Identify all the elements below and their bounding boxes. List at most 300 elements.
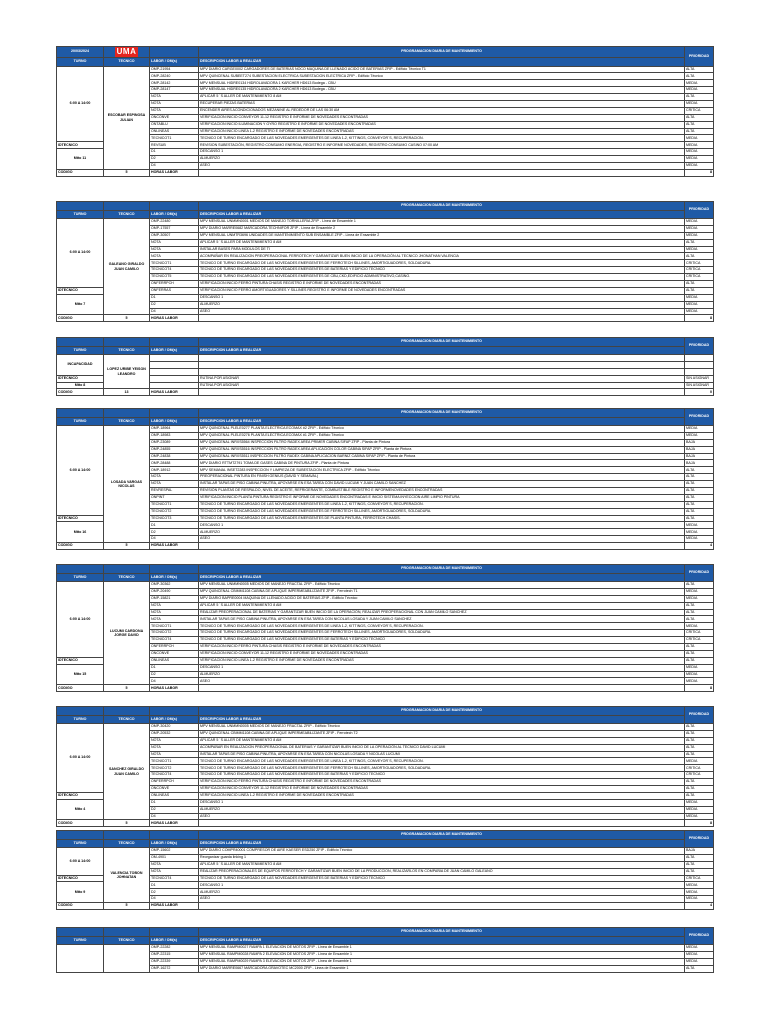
labor-description: REALIZAR PREOPERACIONAL DE BATERIAS Y GARANTIZAR BUEN INICIO DE LA OPERACIÓN, REALIZAR PREOPERACIONAL CON JUAN CAMILO SANCHEZ	[199, 609, 685, 616]
codigo-label: CODIGO	[57, 820, 104, 827]
codigo-value: 5	[104, 685, 150, 692]
labor-code: OMP-28240	[150, 73, 199, 80]
priority-cell: MEDIA	[685, 162, 714, 169]
turno-header: TURNO	[57, 210, 104, 219]
labor-description	[199, 355, 685, 362]
turno-header: TURNO	[57, 839, 104, 848]
labor-code: NOTA	[150, 751, 199, 758]
prioridad-header: PRIORIDAD	[685, 202, 714, 219]
priority-cell	[685, 355, 714, 362]
programacion-title: PROGRAMACION DIARIA DE MANTENIMIENTO	[199, 831, 685, 840]
id-tecnico-cell: IDTECNICO	[57, 657, 104, 664]
priority-cell: MEDIA	[685, 813, 714, 820]
labor-code: NOTA	[150, 868, 199, 875]
table-row	[57, 494, 714, 501]
table-row	[57, 481, 714, 488]
labor-code: TECNICOT4	[150, 637, 199, 644]
priority-cell: ALTA	[685, 602, 714, 609]
table-row	[57, 107, 714, 114]
table-row	[57, 308, 714, 315]
labor-description: TECNICO DE TURNO ENCARGADO DE LAS NOVEDADES EMERGENTES DE LINEA 1-2, KITTINGS, CONVEYOR´S, RECUPERACION.	[199, 623, 685, 630]
horas-value: 8	[685, 820, 714, 827]
table-row	[57, 426, 714, 433]
labor-description: ASEO	[199, 678, 685, 685]
labor-description: MPV MENSUAL RAMPM0027 RAMPA 1 ELEVACION DE MOTOS ZFIP - Linea de Ensamble 1	[199, 945, 685, 952]
labor-description: INSTALAR BASES PARA MODULOS DE TI	[199, 246, 685, 253]
priority-cell: ALTA	[685, 474, 714, 481]
labor-code: ONTABLU	[150, 121, 199, 128]
table-row	[57, 253, 714, 260]
labor-description: MPV DIARIO MARRE0682 MARCADORA TECHNIFOR ZFIP - Línea de Ensamble 2	[199, 225, 685, 232]
priority-cell: ALTA	[685, 868, 714, 875]
descripcion-header: DESCRIPCION LABOR A REALIZAR	[199, 715, 685, 724]
table-row	[57, 239, 714, 246]
labor-code	[150, 355, 199, 362]
labor-description	[199, 361, 685, 368]
priority-cell: ALTA	[685, 73, 714, 80]
table-row	[57, 588, 714, 595]
labor-header: LABOR / OM(s)	[150, 417, 199, 426]
labor-description: MPV QUINCENAL INRXS5516 INSPECCION FILTRO RADEX AREA APLICACIÓN COLOR CABINA SIFAP ZFIP - Planta de Pintura	[199, 446, 685, 453]
id-tecnico-cell: IDTECNICO	[57, 792, 104, 799]
priority-cell: MEDIA	[685, 529, 714, 536]
tecnico-name: LOPEZ URIBE YEISON LEANDRO	[104, 355, 150, 389]
table-row	[57, 813, 714, 820]
priority-cell: MEDIA	[685, 623, 714, 630]
table-row	[57, 582, 714, 589]
table-row	[57, 737, 714, 744]
labor-code: NOTA	[150, 744, 199, 751]
priority-cell: ALTA	[685, 281, 714, 288]
labor-description: MPV MENSUAL RAMPM0028 RAMPA 2 ELEVACION DE MOTOS ZFIP - Línea de Ensamble 1	[199, 951, 685, 958]
priority-cell: ALTA	[685, 488, 714, 495]
labor-code: D1	[150, 294, 199, 301]
codigo-label: CODIGO	[57, 685, 104, 692]
priority-cell: MEDIA	[685, 100, 714, 107]
technician-schedule-block	[56, 830, 714, 910]
labor-description: ASEO	[199, 536, 685, 543]
tecnico-name: LOSADA VARGAS NICOLAS	[104, 426, 150, 543]
priority-cell: ALTA	[685, 582, 714, 589]
labor-code: D4	[150, 813, 199, 820]
header-spacer	[150, 565, 199, 574]
table-row	[57, 751, 714, 758]
table-row	[57, 848, 714, 855]
tecnico-name: VALENCIA TOBON JOHNATAN	[104, 848, 150, 903]
labor-description: MPV QUINCENAL CBIMM1108 CABINA DE APLIQUE IMPERMEABILIZANTE ZFIP - Ferrotech T1	[199, 588, 685, 595]
labor-description: MPV QUINCENAL PLELE0276 PLANTA ELECTRICA ECOMAX #1 ZFIP - Edificio Técnico	[199, 432, 685, 439]
table-row	[57, 799, 714, 806]
table-row	[57, 515, 714, 522]
priority-cell: MEDIA	[685, 142, 714, 149]
labor-code: ONFERRAS	[150, 287, 199, 294]
header-spacer	[57, 202, 104, 211]
technician-schedule-block	[56, 927, 714, 973]
header-spacer	[150, 338, 199, 347]
labor-code: ONCONVE	[150, 650, 199, 657]
labor-description: DESCANSO 1	[199, 522, 685, 529]
priority-cell: ALTA	[685, 128, 714, 135]
labor-description: TECNICO DE TURNO ENCARGADO DE LAS NOVEDADES EMERGENTES DE CBU,CKD,EDIFICIO ADMINISTRATIVO,CASINO.	[199, 274, 685, 281]
turno-cell: 6:00 A 14:00	[57, 66, 104, 142]
table-row	[57, 460, 714, 467]
report-date: 20/03/2024	[57, 47, 104, 58]
codigo-label: CODIGO	[57, 169, 104, 176]
labor-description: RUTINA POR ASIGNAR	[199, 382, 685, 389]
table-row	[57, 488, 714, 495]
labor-code: TECNICOT2	[150, 630, 199, 637]
labor-code: ONPINT	[150, 494, 199, 501]
priority-cell: ALTA	[685, 854, 714, 861]
priority-cell: ALTA	[685, 94, 714, 101]
priority-cell: CRITICA	[685, 630, 714, 637]
codigo-label: CODIGO	[57, 389, 104, 396]
programacion-title: PROGRAMACION DIARIA DE MANTENIMIENTO	[199, 707, 685, 716]
labor-code: OMP-18983	[150, 432, 199, 439]
header-spacer	[57, 831, 104, 840]
labor-description: VERIFICACION INICIO CONVEYOR 11-12 REGISTRO E INFORME DE NOVEDADES ENCONTRADAS	[199, 650, 685, 657]
codigo-value: 5	[104, 820, 150, 827]
horas-spacer	[199, 903, 685, 910]
labor-code: TECNICOT2	[150, 508, 199, 515]
labor-code: ONCONVE	[150, 786, 199, 793]
labor-description	[199, 368, 685, 375]
table-row	[57, 724, 714, 731]
table-row	[57, 896, 714, 903]
priority-cell: ALTA	[685, 730, 714, 737]
header-spacer	[57, 707, 104, 716]
table-row	[57, 630, 714, 637]
labor-code: D4	[150, 678, 199, 685]
table-row	[57, 368, 714, 375]
priority-cell: MEDIA	[685, 595, 714, 602]
labor-description: VERIFICACION INICIO FERRO PINTURA CHASIS REGISTRO E INFORME DE NOVEDADES ENCONTRADAS	[199, 779, 685, 786]
table-row	[57, 868, 714, 875]
table-row	[57, 446, 714, 453]
table-row	[57, 508, 714, 515]
header-spacer	[150, 409, 199, 418]
company-logo-cell	[104, 47, 150, 58]
priority-cell: ALTA	[685, 253, 714, 260]
priority-cell: ALTA	[685, 508, 714, 515]
table-row	[57, 602, 714, 609]
labor-description: RUTINA POR ASIGNAR	[199, 375, 685, 382]
labor-code: OMP-28488	[150, 460, 199, 467]
labor-code: D2	[150, 156, 199, 163]
priority-cell: MEDIA	[685, 664, 714, 671]
table-row	[57, 875, 714, 882]
labor-description: TECNICO DE TURNO ENCARGADO DE LAS NOVEDADES EMERGENTES DE FERROTECH SILLINES, AMORTIGUADORES, SOLDADURA.	[199, 765, 685, 772]
programacion-title: PROGRAMACION DIARIA DE MANTENIMIENTO	[199, 928, 685, 937]
labor-description: MPV MENSUAL UNMTR3696 UNIDADES DE MANTENIMIENTO SUB ENSAMBLE ZFIP - Linea de Ensamble 2	[199, 232, 685, 239]
labor-description: MPV SEMANAL INSET2283 INSPECCION Y LIMPIEZA DE SUBESTACION ELECTRICA ZFIP - Edificio Técnico	[199, 467, 685, 474]
priority-cell: BAJA	[685, 460, 714, 467]
table-row	[57, 792, 714, 799]
labor-code: ONCONVE	[150, 114, 199, 121]
priority-cell	[685, 368, 714, 375]
labor-description: TECNICO DE TURNO ENCARGADO DE LAS NOVEDADES EMERGENTES DE BATERIAS Y EDIFICIO TECNICO	[199, 772, 685, 779]
turno-cell: 6:00 A 14:00	[57, 724, 104, 793]
priority-cell: ALTA	[685, 751, 714, 758]
priority-cell: ALTA	[685, 515, 714, 522]
horas-value: 4	[685, 543, 714, 550]
labor-code: D1	[150, 882, 199, 889]
priority-cell: MEDIA	[685, 246, 714, 253]
prioridad-header: PRIORIDAD	[685, 928, 714, 945]
labor-description: APLICAR 5 ´S ALLER DE MANTENIMIENTO 8 AM	[199, 239, 685, 246]
labor-description: MPV QUINCENAL INRXS5564 INSPECCION FILTRO RADEX AREA PRIMER CABINA SIFAP ZFIP - Planta de Pintura	[199, 439, 685, 446]
priority-cell: MEDIA	[685, 896, 714, 903]
technician-schedule-block	[56, 706, 714, 827]
table-row	[57, 432, 714, 439]
labor-description: TECNICO DE TURNO ENCARGADO DE LAS NOVEDADES EMERGENTES DE FERROTECH SILLINES, AMORTIGUADORES, SOLDADURA.	[199, 260, 685, 267]
horas-value: 8	[685, 315, 714, 322]
labor-code: OMP-28147	[150, 87, 199, 94]
tecnico-header: TECNICO	[104, 210, 150, 219]
table-row	[57, 854, 714, 861]
labor-description: VERIFICACION INICIO ILUMINACION Y GYRO REGISTRO E INFORME DE NOVEDADES ENCONTRADAS	[199, 121, 685, 128]
priority-cell: MEDIA	[685, 889, 714, 896]
horas-labor-label: HORAS LABOR	[150, 543, 199, 550]
priority-cell: ALTA	[685, 650, 714, 657]
turno-header: TURNO	[57, 417, 104, 426]
table-row	[57, 678, 714, 685]
labor-description: VERIFICACION INICIO CONVEYOR 11-12 REGISTRO E INFORME DE NOVEDADES ENCONTRADAS	[199, 786, 685, 793]
labor-code: D4	[150, 308, 199, 315]
labor-code: D4	[150, 162, 199, 169]
priority-cell: MEDIA	[685, 758, 714, 765]
table-row	[57, 536, 714, 543]
priority-cell: BAJA	[685, 848, 714, 855]
horas-labor-label: HORAS LABOR	[150, 315, 199, 322]
priority-cell: ALTA	[685, 792, 714, 799]
priority-cell: ALTA	[685, 744, 714, 751]
programacion-title: PROGRAMACION DIARIA DE MANTENIMIENTO	[199, 565, 685, 574]
labor-description: INSTALAR TAPAS DE PISO CABINA PINUTRA, APOYARSE EN ESA TAREA CON NICOLAS LOSADA Y JUAN CAMILO SANCHEZ	[199, 616, 685, 623]
prioridad-header: PRIORIDAD	[685, 831, 714, 848]
labor-description: TECNICO DE TURNO ENCARGADO DE LAS NOVEDADES EMERGENTES DE BATERIAS Y EDIFICIO TECNICO	[199, 267, 685, 274]
id-tecnico-cell: IDTECNICO	[57, 287, 104, 294]
priority-cell: ALTA	[685, 481, 714, 488]
priority-cell: ALTA	[685, 287, 714, 294]
labor-code: NOTA	[150, 253, 199, 260]
priority-cell: ALTA	[685, 724, 714, 731]
technician-schedule-block	[56, 46, 714, 177]
table-row	[57, 529, 714, 536]
priority-cell: ALTA	[685, 737, 714, 744]
table-row	[57, 156, 714, 163]
priority-cell: ALTA	[685, 501, 714, 508]
table-row	[57, 609, 714, 616]
labor-code: OMP-15821	[150, 595, 199, 602]
labor-code: NOTA	[150, 481, 199, 488]
table-row	[57, 758, 714, 765]
header-spacer	[104, 565, 150, 574]
priority-cell: ALTA	[685, 861, 714, 868]
priority-cell: MEDIA	[685, 536, 714, 543]
header-spacer	[104, 831, 150, 840]
priority-cell: MEDIA	[685, 432, 714, 439]
mtto-cell: Mtto 15	[57, 664, 104, 685]
labor-code: OMP-20490	[150, 588, 199, 595]
labor-description: Reorganizar guarda linking 1	[199, 854, 685, 861]
horas-spacer	[199, 315, 685, 322]
labor-code: D4	[150, 536, 199, 543]
labor-description: ALMUERZO	[199, 671, 685, 678]
priority-cell: MEDIA	[685, 232, 714, 239]
priority-cell: MEDIA	[685, 426, 714, 433]
priority-cell: CRITICA	[685, 772, 714, 779]
priority-cell: MEDIA	[685, 522, 714, 529]
labor-code: OMP-20532	[150, 730, 199, 737]
table-row	[57, 474, 714, 481]
prioridad-header: PRIORIDAD	[685, 409, 714, 426]
labor-code: OMP-21954	[150, 66, 199, 73]
turno-header: TURNO	[57, 715, 104, 724]
table-row	[57, 87, 714, 94]
table-row	[57, 114, 714, 121]
labor-description: ASEO	[199, 162, 685, 169]
header-spacer	[57, 338, 104, 347]
tecnico-header: TECNICO	[104, 715, 150, 724]
codigo-value: 13	[104, 389, 150, 396]
labor-code: ONLINEAS	[150, 792, 199, 799]
table-row	[57, 779, 714, 786]
labor-description: ALMUERZO	[199, 301, 685, 308]
priority-cell: MEDIA	[685, 135, 714, 142]
header-spacer	[150, 928, 199, 937]
table-row	[57, 382, 714, 389]
priority-cell: MEDIA	[685, 80, 714, 87]
priority-cell: CRITICA	[685, 637, 714, 644]
tecnico-header: TECNICO	[104, 58, 150, 67]
labor-code: D2	[150, 889, 199, 896]
priority-cell: MEDIA	[685, 806, 714, 813]
labor-code: TECNICOT4	[150, 772, 199, 779]
descripcion-header: DESCRIPCION LABOR A REALIZAR	[199, 936, 685, 945]
labor-code: ONFERRPCH	[150, 779, 199, 786]
programacion-title: PROGRAMACION DIARIA DE MANTENIMIENTO	[199, 47, 685, 58]
header-spacer	[57, 409, 104, 418]
codigo-row	[57, 543, 714, 550]
labor-code: NOTA	[150, 246, 199, 253]
labor-description: ALMUERZO	[199, 806, 685, 813]
labor-code: NOTA	[150, 100, 199, 107]
table-row	[57, 301, 714, 308]
header-spacer	[57, 928, 104, 937]
priority-cell: ALTA	[685, 494, 714, 501]
descripcion-header: DESCRIPCION LABOR A REALIZAR	[199, 346, 685, 355]
priority-cell: MEDIA	[685, 87, 714, 94]
labor-description: MPV DIARIO COMPR40001 COMPRESOR DE AIRE KAESER ESD250 ZFIP - Edificio Técnico	[199, 848, 685, 855]
tecnico-header: TECNICO	[104, 573, 150, 582]
priority-cell: MEDIA	[685, 294, 714, 301]
table-row	[57, 66, 714, 73]
table-row	[57, 80, 714, 87]
labor-code: ONFERRPCH	[150, 281, 199, 288]
priority-cell	[685, 361, 714, 368]
labor-description: VERIFICACION INICIO CONVEYOR 11-12 REGISTRO E INFORME DE NOVEDADES ENCONTRADAS	[199, 114, 685, 121]
labor-description: APLICAR 5 ´S ALLER DE MANTENIMIENTO 8 AM	[199, 737, 685, 744]
codigo-value: 5	[104, 169, 150, 176]
labor-code: OMP-22480	[150, 219, 199, 226]
labor-code: OMP-16272	[150, 965, 199, 972]
table-row	[57, 287, 714, 294]
labor-description: TECNICO DE TURNO ENCARGADO DE LAS NOVEDADES EMERGENTES DE PLANTA PINTURA, FERROTECH CHASIS.	[199, 515, 685, 522]
priority-cell: ALTA	[685, 609, 714, 616]
id-tecnico-cell: IDTECNICO	[57, 515, 104, 522]
labor-code: OMP-30420	[150, 724, 199, 731]
labor-code: TECNICOT1	[150, 623, 199, 630]
horas-value: 4	[685, 903, 714, 910]
labor-description: ASEO	[199, 813, 685, 820]
priority-cell: MEDIA	[685, 799, 714, 806]
id-tecnico-cell: IDTECNICO	[57, 875, 104, 882]
labor-description: DESCANSO 1	[199, 799, 685, 806]
horas-value: 8	[685, 685, 714, 692]
labor-code: ONLINEAS	[150, 657, 199, 664]
table-row	[57, 772, 714, 779]
table-row	[57, 637, 714, 644]
labor-description: TECNICO DE TURNO ENCARGADO DE LAS NOVEDADES EMERGENTES DE FERROTECH SILLINES, AMORTIGUADORES, SOLDADURA.	[199, 630, 685, 637]
codigo-label: CODIGO	[57, 903, 104, 910]
horas-labor-label: HORAS LABOR	[150, 685, 199, 692]
priority-cell: ALTA	[685, 644, 714, 651]
labor-code: TECNICOT1	[150, 501, 199, 508]
labor-code: TECNICOT4	[150, 875, 199, 882]
turno-header: TURNO	[57, 58, 104, 67]
labor-description: MPV DIARIO CARGE0002 CARGADORES DE BATERIAS NOCO MAQUINA DE LLENADO ACIDO DE BATERIAS ZFIP - Edificio Técnico T1	[199, 66, 685, 73]
labor-description: TECNICO DE TURNO ENCARGADO DE LAS NOVEDADES EMERGENTES DE BATERIAS Y EDIFICIO TECNICO	[199, 875, 685, 882]
labor-code: OMP-22315	[150, 951, 199, 958]
labor-description: TECNICO DE TURNO ENCARGADO DE LAS NOVEDADES EMERGENTES DE LINEA 1-2, KITTINGS, CONVEYOR´S, RECUPERACION.	[199, 501, 685, 508]
labor-description: VERIFICACION INICIO LINEA 1-2 REGISTRO E INFORME DE NOVEDADES ENCONTRADAS	[199, 657, 685, 664]
tecnico-header: TECNICO	[104, 346, 150, 355]
labor-code: OMP-15602	[150, 848, 199, 855]
labor-code: OMP-22282	[150, 945, 199, 952]
id-tecnico-cell: IDTECNICO	[57, 375, 104, 382]
priority-cell: CRITICA	[685, 260, 714, 267]
labor-description: MPV DIARIO RTTMT2791 TOMA DE GASES CABINA DE PINTURA ZFIP - Planta de Pintura	[199, 460, 685, 467]
priority-cell: CRITICA	[685, 274, 714, 281]
labor-description: MPV MENSUAL UNMMN0005 MEDIOS DE MANEJO FRACTAL ZFIP - Edificio Técnico	[199, 724, 685, 731]
prioridad-header: PRIORIDAD	[685, 47, 714, 67]
programacion-title: PROGRAMACION DIARIA DE MANTENIMIENTO	[199, 338, 685, 347]
descripcion-header: DESCRIPCION LABOR A REALIZAR	[199, 58, 685, 67]
priority-cell: ALTA	[685, 239, 714, 246]
labor-header: LABOR / OM(s)	[150, 573, 199, 582]
labor-description: MPV QUINCENAL SUBEET274 SUBESTACION ELECTRICA SUBESTACION ELECTRICA ZFIP - Edificio Técnico	[199, 73, 685, 80]
codigo-label: CODIGO	[57, 315, 104, 322]
codigo-label: CODIGO	[57, 543, 104, 550]
table-row	[57, 945, 714, 952]
table-row	[57, 889, 714, 896]
tecnico-header: TECNICO	[104, 417, 150, 426]
labor-code: D2	[150, 529, 199, 536]
labor-description: VERIFICACION INICIO LINEA 1-2 REGISTRO E INFORME DE NOVEDADES ENCONTRADAS	[199, 128, 685, 135]
labor-description: DESCANSO 1	[199, 294, 685, 301]
tecnico-header: TECNICO	[104, 839, 150, 848]
horas-value: 8	[685, 169, 714, 176]
codigo-value: 5	[104, 315, 150, 322]
priority-cell: ALTA	[685, 657, 714, 664]
labor-description: MPV QUINCENAL PLELE0277 PLANTA ELECTRICA ECOMAX #2 ZFIP - Edificio Técnico	[199, 426, 685, 433]
labor-description: APLICAR 5 ´S ALLER DE MANTENIMIENTO 8 AM	[199, 602, 685, 609]
priority-cell: MEDIA	[685, 588, 714, 595]
labor-code: OMP-30507	[150, 232, 199, 239]
turno-cell: 6:00 A 14:00	[57, 426, 104, 516]
labor-description: VERIFICACION INICIO FERRO PINTURA CHASIS REGISTRO E INFORME DE NOVEDADES ENCONTRADAS	[199, 281, 685, 288]
